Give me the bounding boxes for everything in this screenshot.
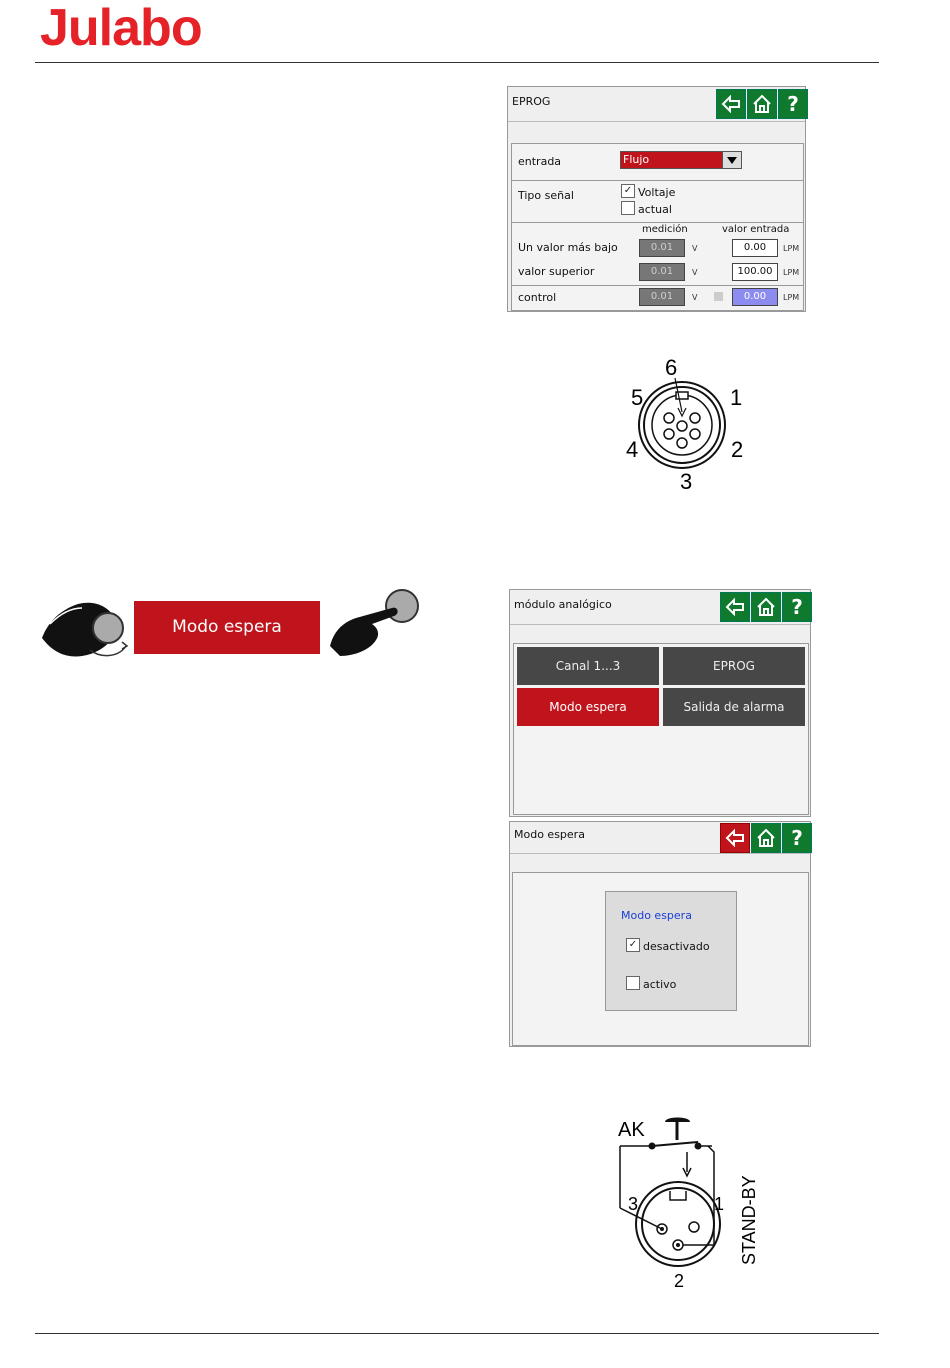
home-button[interactable]: [751, 592, 781, 622]
help-icon: ?: [791, 595, 803, 619]
connector-6pin-diagram: [620, 350, 760, 495]
back-button[interactable]: [720, 823, 750, 853]
medicion-header: medición: [642, 224, 688, 235]
valor-header: valor entrada: [722, 224, 790, 235]
back-arrow-icon: [720, 93, 742, 115]
low-label: Un valor más bajo: [518, 241, 618, 254]
pin-label: 4: [626, 437, 639, 462]
control-value-field[interactable]: 0.00: [732, 288, 778, 306]
back-arrow-icon: [724, 827, 746, 849]
pin-label: 2: [731, 437, 744, 462]
control-measure: 0.01: [639, 288, 685, 306]
ak-label: AK: [618, 1119, 645, 1141]
help-button[interactable]: [782, 823, 812, 853]
pin-label: 3: [628, 1194, 639, 1214]
standby-body: [512, 872, 809, 1046]
control-label: control: [518, 291, 557, 304]
actual-checkbox[interactable]: [621, 201, 635, 215]
chevron-down-icon: [722, 152, 741, 168]
values-section: [512, 222, 803, 286]
high-unit-v: V: [692, 268, 698, 277]
activo-checkbox[interactable]: [626, 976, 640, 990]
control-unit-v: V: [692, 293, 698, 302]
eprog-titlebar: [508, 87, 805, 122]
low-unit-v: V: [692, 244, 698, 253]
entrada-row: [512, 144, 803, 181]
desactivado-checkbox[interactable]: ✓: [626, 938, 640, 952]
standby-group: [605, 891, 737, 1011]
back-button[interactable]: [720, 592, 750, 622]
back-arrow-icon: [724, 596, 746, 618]
menu-eprog-button[interactable]: EPROG: [663, 647, 805, 685]
help-icon: ?: [787, 92, 799, 116]
standby-titlebar: [510, 822, 810, 854]
tipo-row: [512, 180, 803, 223]
low-measure: 0.01: [639, 239, 685, 257]
actual-label: actual: [638, 203, 672, 216]
help-button[interactable]: [778, 89, 808, 119]
help-button[interactable]: [782, 592, 812, 622]
control-indicator: [714, 292, 723, 301]
high-measure: 0.01: [639, 263, 685, 281]
header-rule: [35, 62, 879, 63]
home-button[interactable]: [751, 823, 781, 853]
pin-label: 1: [714, 1194, 725, 1214]
control-row: [512, 285, 803, 310]
low-unit-lpm: LPM: [783, 244, 800, 253]
module-screen: [509, 589, 811, 817]
desactivado-label: desactivado: [643, 940, 710, 953]
high-label: valor superior: [518, 265, 595, 278]
pin-label: 1: [730, 385, 743, 410]
standby-screen: [509, 821, 811, 1047]
menu-canal-button[interactable]: Canal 1...3: [517, 647, 659, 685]
standby-group-title: Modo espera: [621, 909, 692, 922]
menu-salida-alarma-button[interactable]: Salida de alarma: [663, 688, 805, 726]
module-title: módulo analógico: [514, 598, 612, 611]
home-button[interactable]: [747, 89, 777, 119]
eprog-title: EPROG: [512, 95, 551, 108]
voltaje-checkbox[interactable]: ✓: [621, 184, 635, 198]
voltaje-label: Voltaje: [638, 186, 676, 199]
entrada-value: Flujo: [623, 153, 650, 166]
turn-knob-icon: [38, 596, 134, 660]
tipo-label: Tipo señal: [518, 189, 574, 202]
eprog-form: [511, 143, 804, 311]
connector-3pin-diagram: [610, 1112, 770, 1292]
entrada-label: entrada: [518, 155, 562, 168]
modo-espera-action-bar: Modo espera: [134, 601, 320, 654]
entrada-dropdown[interactable]: [620, 151, 742, 169]
module-menu: [513, 643, 809, 815]
home-icon: [755, 596, 777, 618]
pin-label: 6: [665, 355, 678, 380]
activo-label: activo: [643, 978, 677, 991]
pin-label: 3: [680, 469, 693, 494]
module-titlebar: [510, 590, 810, 625]
pin-label: 2: [674, 1271, 685, 1291]
footer-rule: [35, 1333, 879, 1334]
menu-modo-espera-button[interactable]: Modo espera: [517, 688, 659, 726]
pin-label: 5: [631, 385, 644, 410]
press-finger-icon: [326, 584, 426, 660]
help-icon: ?: [791, 826, 803, 850]
home-icon: [755, 827, 777, 849]
high-unit-lpm: LPM: [783, 268, 800, 277]
eprog-screen: [507, 86, 806, 312]
standby-label: STAND-BY: [739, 1175, 759, 1265]
home-icon: [751, 93, 773, 115]
standby-title: Modo espera: [514, 828, 585, 841]
high-value-field[interactable]: 100.00: [732, 263, 778, 281]
control-unit-lpm: LPM: [783, 293, 800, 302]
julabo-logo: Julabo: [40, 0, 202, 57]
back-button[interactable]: [716, 89, 746, 119]
low-value-field[interactable]: 0.00: [732, 239, 778, 257]
